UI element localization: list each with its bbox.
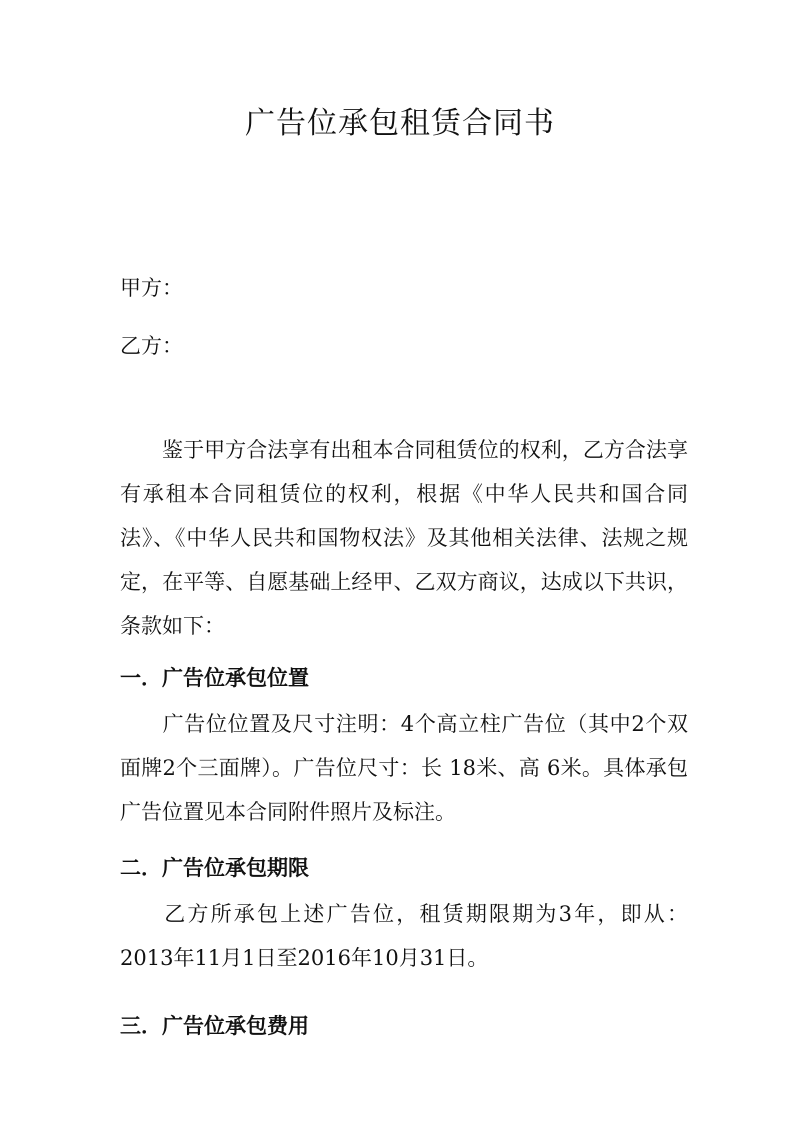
- preamble-text: 鉴于甲方合法享有出租本合同租赁位的权利，乙方合法享有承租本合同租赁位的权利，根据《中华人民共和国合同法》、《中华人民共和国物权法》及其他相关法律、法规之规定，在平等、自愿基础上经甲、乙双方商议，达成以下共识，条款如下：: [120, 438, 688, 638]
- section-body-term-text: 乙方所承包上述广告位，租赁期限期为3年，即从：2013年11月1日至2016年10月31日。: [120, 902, 688, 970]
- preamble-paragraph: [120, 428, 688, 648]
- party-b-label: 乙方：: [120, 334, 183, 358]
- section-body-location-text: 广告位位置及尺寸注明：4个高立柱广告位（其中2个双面牌2个三面牌）。广告位尺寸：长 18米、高 6米。具体承包广告位置见本合同附件照片及标注。: [120, 712, 688, 824]
- section-heading-term: 二．广告位承包期限: [120, 855, 309, 880]
- document-title: 广告位承包租赁合同书: [245, 106, 555, 141]
- party-a-label: 甲方：: [120, 276, 183, 300]
- section-body-term: [120, 892, 688, 980]
- section-heading-location: 一．广告位承包位置: [120, 665, 309, 690]
- section-body-location: [120, 702, 688, 834]
- section-heading-fees: 三．广告位承包费用: [120, 1013, 309, 1038]
